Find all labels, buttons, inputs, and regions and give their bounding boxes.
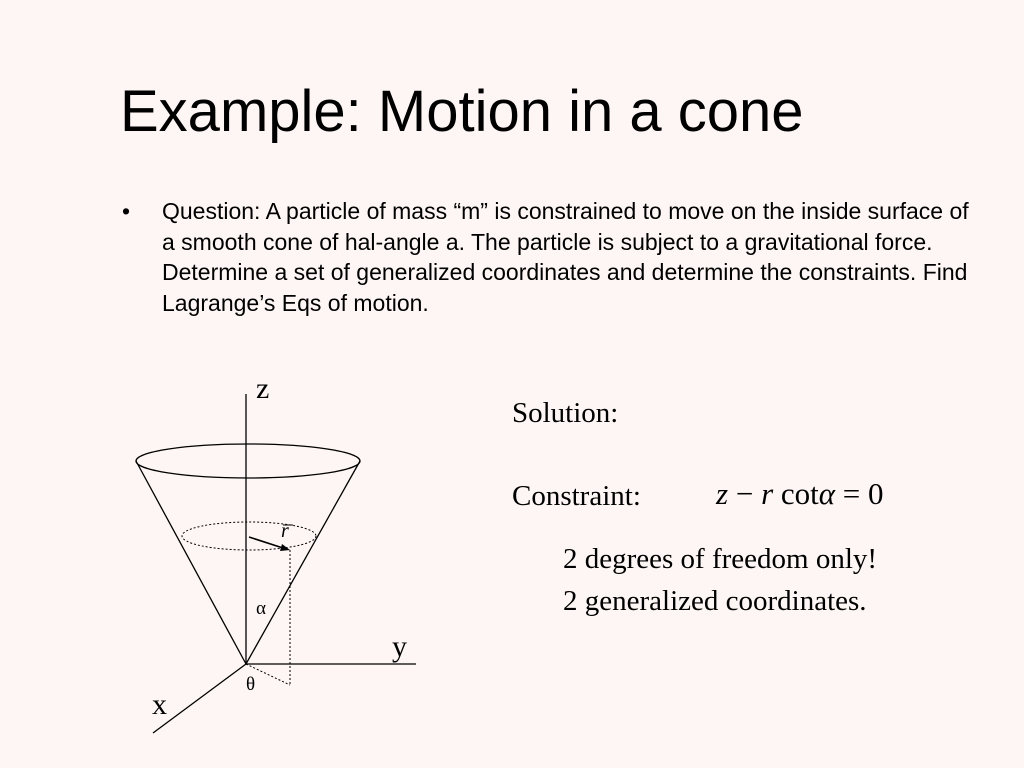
coords-line: 2 generalized coordinates.	[563, 585, 867, 617]
z-axis-label: z	[256, 372, 270, 405]
eq-equals: =	[842, 476, 861, 511]
eq-zero: 0	[868, 476, 884, 511]
eq-r: r	[761, 476, 774, 511]
particle-orbit	[182, 522, 316, 550]
cone-right-side	[246, 461, 360, 664]
eq-cot: cot	[780, 476, 819, 511]
eq-alpha: α	[818, 476, 836, 511]
freedom-line: 2 degrees of freedom only!	[563, 543, 878, 575]
eq-minus: −	[735, 476, 754, 511]
alpha-label: α	[256, 598, 266, 619]
question-text: Question: A particle of mass “m” is constrained to move on the inside surface of a smooth cone of hal-angle a. The particle is subject to a gravitational force. Determine a set of generalized coordinates and determine the constraints. Find Lagrange’s Eqs of motion.	[162, 198, 969, 316]
x-axis-label: x	[152, 688, 167, 721]
cone-rim	[136, 444, 360, 478]
constraint-label: Constraint:	[512, 480, 641, 512]
theta-label: θ	[246, 674, 256, 695]
slide-title: Example: Motion in a cone	[120, 79, 804, 144]
r-arrowhead	[280, 544, 290, 551]
r-label: r	[281, 520, 289, 542]
y-axis-label: y	[392, 630, 407, 663]
eq-z: z	[716, 476, 729, 511]
constraint-equation	[716, 476, 884, 512]
cone-left-side	[136, 461, 246, 664]
bullet-marker: •	[122, 198, 131, 224]
solution-heading: Solution:	[512, 397, 619, 429]
